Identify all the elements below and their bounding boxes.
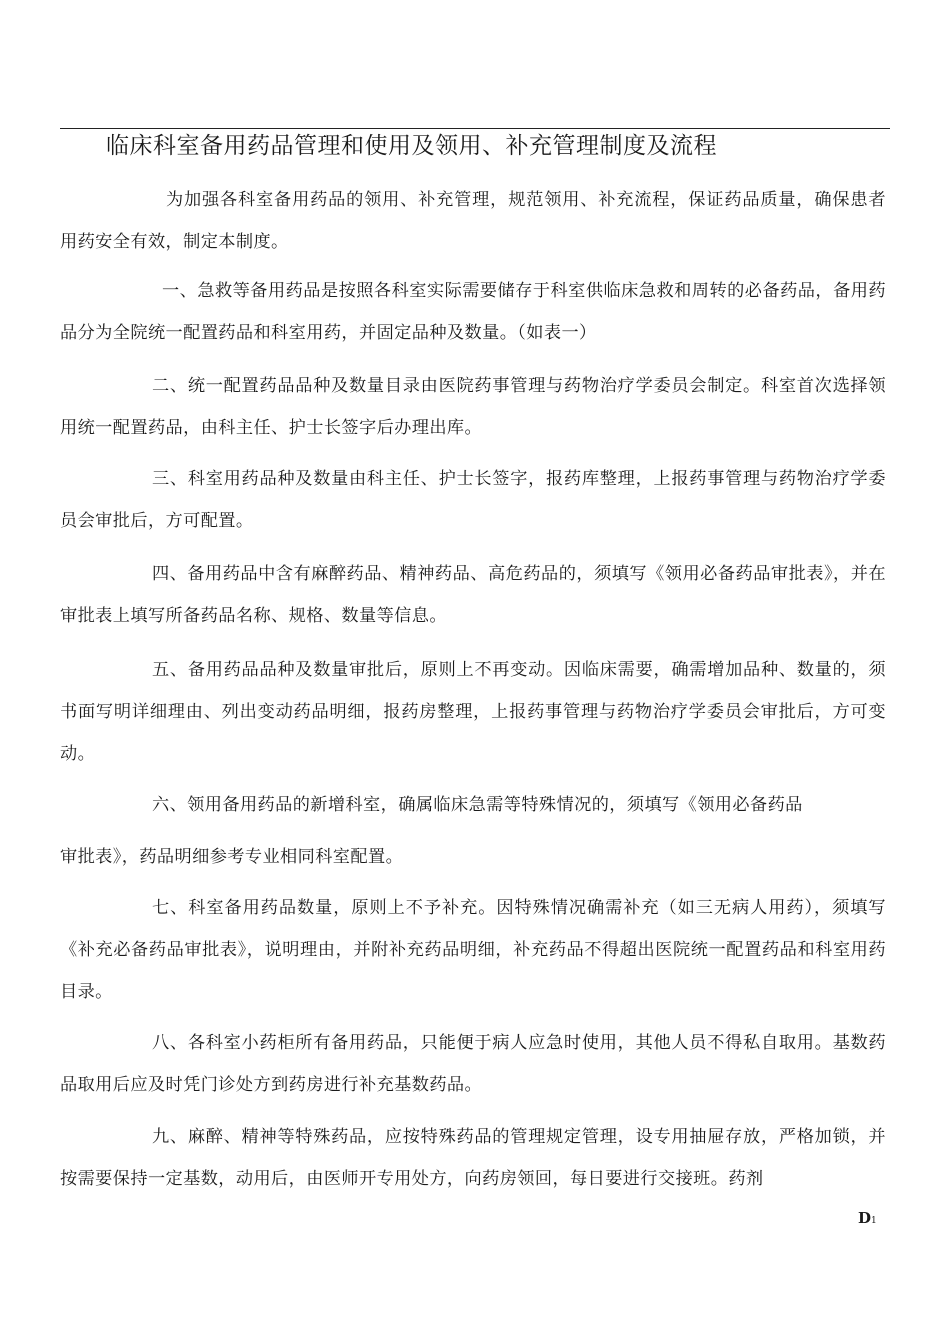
page-number-value: 1 (871, 1216, 877, 1226)
paragraph-4: 四、备用药品中含有麻醉药品、精神药品、高危药品的，须填写《领用必备药品审批表》，并在审批表上填写所备药品名称、规格、数量等信息。 (60, 564, 886, 626)
paragraph-5: 五、备用药品品种及数量审批后，原则上不再变动。因临床需要，确需增加品种、数量的，须书面写明详细理由、列出变动药品明细，报药房整理，上报药事管理与药物治疗学委员会审批后，方可变动。 (60, 660, 886, 764)
document-title: 临床科室备用药品管理和使用及领用、补充管理制度及流程 (106, 133, 717, 159)
paragraph-6-line-2: 审批表》，药品明细参考专业相同科室配置。 (60, 847, 404, 867)
page-number-letter: D (858, 1209, 872, 1227)
paragraph-1: 一、急救等备用药品是按照各科室实际需要储存于科室供临床急救和周转的必备药品，备用药品分为全院统一配置药品和科室用药，并固定品种及数量。（如表一） (60, 281, 886, 343)
header-rule (60, 128, 890, 129)
paragraph-2: 二、统一配置药品品种及数量目录由医院药事管理与药物治疗学委员会制定。科室首次选择领用统一配置药品，由科主任、护士长签字后办理出库。 (60, 376, 886, 438)
paragraph-9: 九、麻醉、精神等特殊药品，应按特殊药品的管理规定管理，设专用抽屉存放，严格加锁，并按需要保持一定基数，动用后，由医师开专用处方，向药房领回，每日要进行交接班。药剂 (60, 1127, 886, 1189)
paragraph-8: 八、各科室小药柜所有备用药品，只能便于病人应急时使用，其他人员不得私自取用。基数药品取用后应及时凭门诊处方到药房进行补充基数药品。 (60, 1033, 886, 1095)
paragraph-3: 三、科室用药品种及数量由科主任、护士长签字，报药库整理，上报药事管理与药物治疗学委员会审批后，方可配置。 (60, 469, 886, 531)
paragraph-6-line-1: 六、领用备用药品的新增科室，确属临床急需等特殊情况的，须填写《领用必备药品 (152, 795, 803, 815)
paragraph-intro: 为加强各科室备用药品的领用、补充管理，规范领用、补充流程，保证药品质量，确保患者用药安全有效，制定本制度。 (60, 190, 886, 252)
page-number (858, 1209, 877, 1227)
paragraph-7: 七、科室备用药品数量，原则上不予补充。因特殊情况确需补充（如三无病人用药），须填写《补充必备药品审批表》，说明理由，并附补充药品明细，补充药品不得超出医院统一配置药品和科室用药目录。 (60, 898, 886, 1002)
